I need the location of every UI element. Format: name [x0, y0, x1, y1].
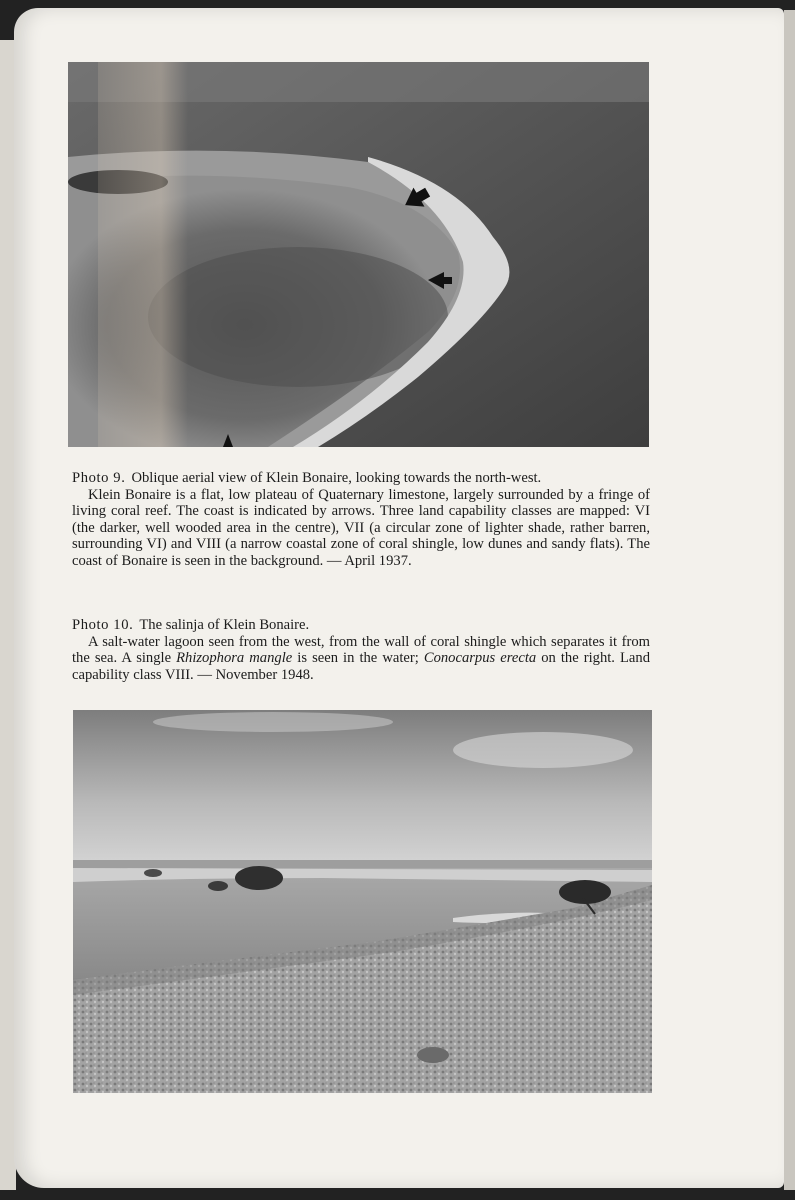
photo-10-salinja-lagoon	[73, 710, 652, 1093]
photo-10-title: The salinja of Klein Bonaire.	[139, 617, 310, 633]
photo-10-description-part-2: is seen in the water;	[292, 650, 424, 667]
photo-10-description	[72, 634, 650, 684]
photo-9-description: Klein Bonaire is a flat, low plateau of Quaternary limestone, largely surrounded by a fringe of living coral reef. The coast is indicated by arrows. Three land capability classes are mapped: VI (the darker, well wooded area in the centre), VII (a circular zone of lighter shade, rather barren, surrounding VI) and VIII (a narrow coastal zone of coral shingle, low dunes and sandy flats). The coast of Bonaire is seen in the background. — April 1937.	[72, 486, 650, 569]
photo-9-title: Oblique aerial view of Klein Bonaire, looking towards the north-west.	[131, 470, 542, 486]
photo-9-caption	[72, 470, 650, 570]
photo-9-aerial-view	[68, 62, 649, 447]
photo-10-description-part-3: on the right. Land capability class VIII. — November 1948.	[72, 650, 650, 683]
photo-10-label: Photo 10.	[72, 617, 134, 633]
species-conocarpus-erecta: Conocarpus erecta	[423, 650, 537, 667]
species-rhizophora-mangle: Rhizophora mangle	[176, 650, 293, 667]
photo-10-caption	[72, 617, 650, 683]
right-page-edge	[784, 10, 795, 1190]
photo-10-description-part-1: A salt-water lagoon seen from the west, from the wall of coral shingle which separates it from the sea. A single	[72, 633, 650, 667]
photo-9-label: Photo 9.	[72, 470, 126, 486]
